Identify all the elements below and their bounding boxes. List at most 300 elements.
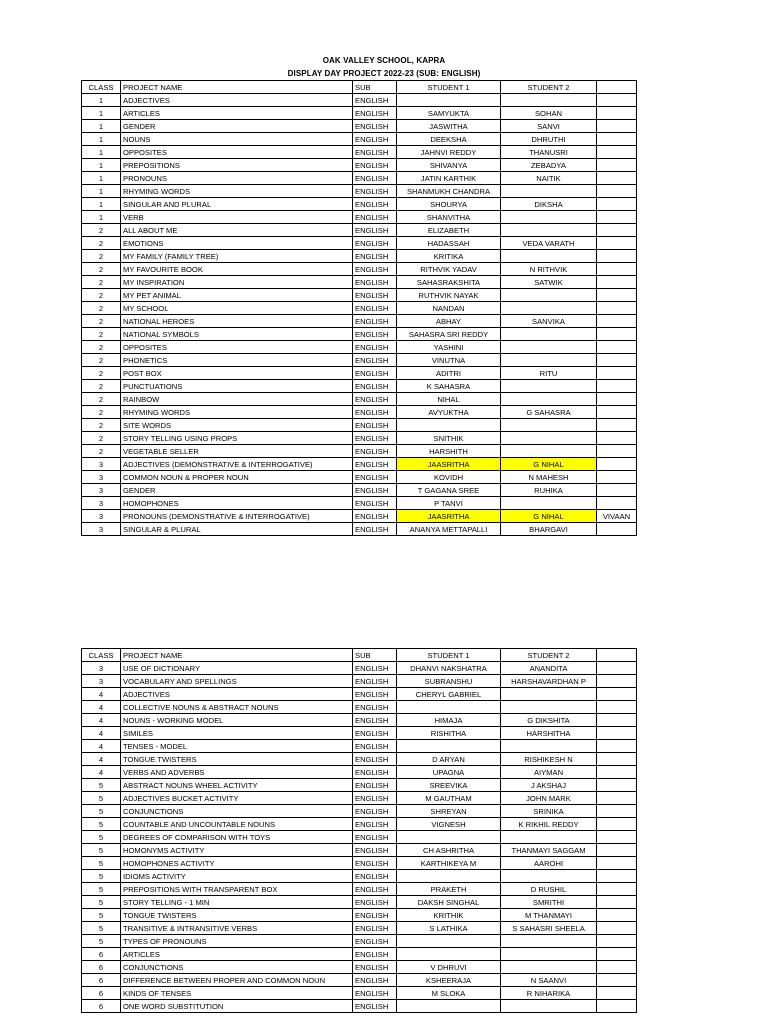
project-name-cell: NOUNS - WORKING MODEL [121,714,353,727]
subject-cell: ENGLISH [353,662,397,675]
project-name-cell: ADJECTIVES [121,94,353,107]
project-name-cell: OPPOSITES [121,341,353,354]
class-cell: 5 [82,922,121,935]
project-name-cell: ALL ABOUT ME [121,224,353,237]
class-cell: 1 [82,211,121,224]
student-1-cell: JASWITHA [397,120,501,133]
student-2-cell: SANVIKA [501,315,597,328]
student-1-cell: T GAGANA SREE [397,484,501,497]
class-cell: 2 [82,406,121,419]
student-2-cell: K RIKHIL REDDY [501,818,597,831]
class-cell: 6 [82,1000,121,1013]
subject-cell: ENGLISH [353,523,397,536]
student-1-cell: HIMAJA [397,714,501,727]
project-name-cell: PUNCTUATIONS [121,380,353,393]
extra-student-cell [597,714,637,727]
student-1-cell: SHREYAN [397,805,501,818]
table-row [82,935,637,948]
student-1-cell: PRAKETH [397,883,501,896]
student-2-cell [501,701,597,714]
student-2-cell: M THANMAYI [501,909,597,922]
project-name-cell: GENDER [121,120,353,133]
subject-cell: ENGLISH [353,961,397,974]
student-1-cell [397,935,501,948]
student-1-cell: DHANVI NAKSHATRA [397,662,501,675]
project-name-cell: VEGETABLE SELLER [121,445,353,458]
student-2-cell [501,961,597,974]
table-row [82,805,637,818]
project-name-cell: NOUNS [121,133,353,146]
subject-cell: ENGLISH [353,883,397,896]
class-cell: 4 [82,714,121,727]
project-name-cell: PREPOSITIONS [121,159,353,172]
class-cell: 4 [82,766,121,779]
student-1-cell: V DHRUVI [397,961,501,974]
subject-cell: ENGLISH [353,146,397,159]
class-cell: 5 [82,818,121,831]
subject-cell: ENGLISH [353,263,397,276]
subject-cell: ENGLISH [353,896,397,909]
project-name-cell: MY FAMILY (FAMILY TREE) [121,250,353,263]
project-name-cell: ADJECTIVES (DEMONSTRATIVE & INTERROGATIVE) [121,458,353,471]
project-name-cell: MY PET ANIMAL [121,289,353,302]
student-1-cell: DEEKSHA [397,133,501,146]
extra-student-cell [597,276,637,289]
subject-cell: ENGLISH [353,675,397,688]
table-row [82,974,637,987]
extra-student-cell [597,354,637,367]
student-1-cell: JAASRITHA [397,458,501,471]
class-cell: 2 [82,419,121,432]
table-row [82,740,637,753]
project-table-2 [81,648,637,1013]
class-cell: 5 [82,844,121,857]
extra-student-cell [597,289,637,302]
student-1-cell: JAASRITHA [397,510,501,523]
table-row [82,753,637,766]
project-name-cell: RHYMING WORDS [121,185,353,198]
subject-cell: ENGLISH [353,805,397,818]
project-name-cell: COUNTABLE AND UNCOUNTABLE NOUNS [121,818,353,831]
extra-student-cell [597,987,637,1000]
class-cell: 5 [82,870,121,883]
project-name-cell: RAINBOW [121,393,353,406]
extra-student-cell [597,380,637,393]
project-name-cell: IDIOMS ACTIVITY [121,870,353,883]
student-1-cell [397,1000,501,1013]
student-1-cell: D ARYAN [397,753,501,766]
subject-cell: ENGLISH [353,688,397,701]
subject-cell: ENGLISH [353,393,397,406]
header-row [82,649,637,662]
project-name-cell: MY INSPIRATION [121,276,353,289]
table-row [82,471,637,484]
class-cell: 2 [82,289,121,302]
class-cell: 2 [82,445,121,458]
extra-student-cell [597,458,637,471]
table-row [82,185,637,198]
subject-cell: ENGLISH [353,701,397,714]
extra-student-cell [597,146,637,159]
column-header: CLASS [82,649,121,662]
student-1-cell [397,94,501,107]
student-2-cell: N RITHVIK [501,263,597,276]
table-row [82,987,637,1000]
extra-student-cell [597,896,637,909]
extra-student-cell [597,870,637,883]
table-row [82,354,637,367]
subject-cell: ENGLISH [353,172,397,185]
student-2-cell [501,302,597,315]
extra-student-cell [597,172,637,185]
column-header: CLASS [82,81,121,94]
class-cell: 2 [82,224,121,237]
subject-cell: ENGLISH [353,419,397,432]
table-row [82,393,637,406]
student-1-cell: NIHAL [397,393,501,406]
class-cell: 2 [82,237,121,250]
class-cell: 1 [82,120,121,133]
class-cell: 4 [82,727,121,740]
extra-student-cell [597,883,637,896]
student-1-cell: SREEVIKA [397,779,501,792]
column-header: SUB [353,649,397,662]
project-name-cell: EMOTIONS [121,237,353,250]
class-cell: 2 [82,276,121,289]
student-2-cell: ZEBADYA [501,159,597,172]
extra-student-cell [597,445,637,458]
table-row [82,662,637,675]
project-name-cell: PREPOSITIONS WITH TRANSPARENT BOX [121,883,353,896]
table-row [82,211,637,224]
project-name-cell: GENDER [121,484,353,497]
table-row [82,250,637,263]
table-row [82,328,637,341]
extra-student-cell [597,662,637,675]
table-row [82,406,637,419]
project-name-cell: MY SCHOOL [121,302,353,315]
student-2-cell: NAITIK [501,172,597,185]
student-2-cell [501,94,597,107]
class-cell: 4 [82,701,121,714]
subject-cell: ENGLISH [353,302,397,315]
student-1-cell: SUBRANSHU [397,675,501,688]
subject-cell: ENGLISH [353,753,397,766]
subject-cell: ENGLISH [353,198,397,211]
extra-student-cell [597,831,637,844]
table-row [82,883,637,896]
project-name-cell: SINGULAR AND PLURAL [121,198,353,211]
student-2-cell [501,224,597,237]
project-title: DISPLAY DAY PROJECT 2022-23 (SUB: ENGLISH) [287,69,481,78]
extra-student-cell [597,740,637,753]
student-1-cell: DAKSH SINGHAL [397,896,501,909]
student-1-cell: KARTHIKEYA M [397,857,501,870]
student-2-cell [501,831,597,844]
student-2-cell: S SAHASRI SHEELA [501,922,597,935]
subject-cell: ENGLISH [353,367,397,380]
student-2-cell: N SAANVI [501,974,597,987]
class-cell: 4 [82,740,121,753]
extra-student-cell [597,224,637,237]
project-name-cell: CONJUNCTIONS [121,961,353,974]
subject-cell: ENGLISH [353,159,397,172]
subject-cell: ENGLISH [353,792,397,805]
student-2-cell [501,419,597,432]
class-cell: 5 [82,896,121,909]
student-2-cell: HARSHITHA [501,727,597,740]
class-cell: 3 [82,510,121,523]
student-1-cell: S LATHIKA [397,922,501,935]
extra-student-cell [597,302,637,315]
column-header [597,81,637,94]
student-2-cell [501,185,597,198]
project-name-cell: MY FAVOURITE BOOK [121,263,353,276]
student-1-cell: HARSHITH [397,445,501,458]
student-2-cell [501,688,597,701]
extra-student-cell [597,792,637,805]
student-2-cell: ANANDITA [501,662,597,675]
class-cell: 6 [82,961,121,974]
table-row [82,367,637,380]
extra-student-cell [597,419,637,432]
student-2-cell [501,341,597,354]
table-row [82,701,637,714]
extra-student-cell [597,974,637,987]
table-row [82,432,637,445]
class-cell: 6 [82,974,121,987]
class-cell: 6 [82,948,121,961]
student-2-cell [501,328,597,341]
subject-cell: ENGLISH [353,185,397,198]
column-header: PROJECT NAME [121,649,353,662]
school-title: OAK VALLEY SCHOOL, KAPRA [322,56,446,65]
column-header: PROJECT NAME [121,81,353,94]
student-2-cell: JOHN MARK [501,792,597,805]
student-1-cell: SHANMUKH CHANDRA [397,185,501,198]
student-1-cell: M SLOKA [397,987,501,1000]
project-name-cell: TONGUE TWISTERS [121,753,353,766]
subject-cell: ENGLISH [353,948,397,961]
extra-student-cell [597,779,637,792]
extra-student-cell [597,701,637,714]
student-1-cell: CH ASHRITHA [397,844,501,857]
student-2-cell: SATWIK [501,276,597,289]
student-2-cell: SOHAN [501,107,597,120]
student-2-cell: DIKSHA [501,198,597,211]
student-1-cell [397,831,501,844]
student-2-cell: THANUSRI [501,146,597,159]
project-name-cell: TENSES - MODEL [121,740,353,753]
table-row [82,315,637,328]
extra-student-cell [597,675,637,688]
subject-cell: ENGLISH [353,458,397,471]
class-cell: 2 [82,341,121,354]
project-name-cell: VERBS AND ADVERBS [121,766,353,779]
class-cell: 1 [82,94,121,107]
project-name-cell: USE OF DICTIONARY [121,662,353,675]
subject-cell: ENGLISH [353,354,397,367]
extra-student-cell [597,523,637,536]
subject-cell: ENGLISH [353,870,397,883]
extra-student-cell [597,805,637,818]
project-name-cell: DEGREES OF COMPARISON WITH TOYS [121,831,353,844]
table-row [82,120,637,133]
project-name-cell: COMMON NOUN & PROPER NOUN [121,471,353,484]
table-row [82,779,637,792]
extra-student-cell [597,497,637,510]
subject-cell: ENGLISH [353,237,397,250]
table-row [82,497,637,510]
project-name-cell: TYPES OF PRONOUNS [121,935,353,948]
student-2-cell: G SAHASRA [501,406,597,419]
project-name-cell: SINGULAR & PLURAL [121,523,353,536]
table-row [82,289,637,302]
subject-cell: ENGLISH [353,818,397,831]
class-cell: 1 [82,198,121,211]
student-1-cell: VINUTNA [397,354,501,367]
project-name-cell: ARTICLES [121,107,353,120]
student-1-cell: YASHINI [397,341,501,354]
class-cell: 1 [82,159,121,172]
column-header: STUDENT 1 [397,81,501,94]
class-cell: 3 [82,675,121,688]
student-2-cell: BHARGAVI [501,523,597,536]
project-name-cell: SITE WORDS [121,419,353,432]
student-2-cell: VEDA VARATH [501,237,597,250]
student-1-cell: KSHEERAJA [397,974,501,987]
subject-cell: ENGLISH [353,224,397,237]
student-2-cell: RUHIKA [501,484,597,497]
student-2-cell: G NIHAL [501,458,597,471]
project-name-cell: NATIONAL SYMBOLS [121,328,353,341]
table-row [82,523,637,536]
class-cell: 5 [82,831,121,844]
student-2-cell: RISHIKESH N [501,753,597,766]
project-name-cell: HOMOPHONES ACTIVITY [121,857,353,870]
class-cell: 5 [82,805,121,818]
table-row [82,276,637,289]
extra-student-cell [597,471,637,484]
class-cell: 3 [82,458,121,471]
subject-cell: ENGLISH [353,94,397,107]
project-name-cell: PHONETICS [121,354,353,367]
subject-cell: ENGLISH [353,740,397,753]
student-1-cell: K SAHASRA [397,380,501,393]
class-cell: 2 [82,315,121,328]
extra-student-cell [597,341,637,354]
class-cell: 1 [82,107,121,120]
student-1-cell: CHERYL GABRIEL [397,688,501,701]
extra-student-cell [597,237,637,250]
student-2-cell [501,393,597,406]
project-name-cell: CONJUNCTIONS [121,805,353,818]
subject-cell: ENGLISH [353,727,397,740]
column-header: STUDENT 2 [501,649,597,662]
table-row [82,146,637,159]
student-1-cell: SHANVITHA [397,211,501,224]
extra-student-cell [597,250,637,263]
table-row [82,510,637,523]
student-2-cell: RITU [501,367,597,380]
extra-student-cell [597,909,637,922]
table-row [82,688,637,701]
student-1-cell: RUTHVIK NAYAK [397,289,501,302]
student-2-cell [501,740,597,753]
student-1-cell: KRITIKA [397,250,501,263]
student-1-cell: VIGNESH [397,818,501,831]
subject-cell: ENGLISH [353,471,397,484]
extra-student-cell [597,922,637,935]
table-row [82,792,637,805]
project-name-cell: OPPOSITES [121,146,353,159]
class-cell: 5 [82,779,121,792]
student-2-cell: THANMAYI SAGGAM [501,844,597,857]
table-row [82,870,637,883]
project-name-cell: VERB [121,211,353,224]
project-name-cell: SIMILES [121,727,353,740]
student-2-cell [501,380,597,393]
extra-student-cell [597,688,637,701]
table-row [82,419,637,432]
student-2-cell [501,354,597,367]
extra-student-cell [597,406,637,419]
subject-cell: ENGLISH [353,714,397,727]
class-cell: 2 [82,302,121,315]
subject-cell: ENGLISH [353,922,397,935]
class-cell: 1 [82,172,121,185]
table-row [82,263,637,276]
subject-cell: ENGLISH [353,987,397,1000]
table-row [82,896,637,909]
student-1-cell [397,740,501,753]
class-cell: 3 [82,484,121,497]
student-1-cell: ANANYA METTAPALLI [397,523,501,536]
project-table-1 [81,80,637,536]
subject-cell: ENGLISH [353,779,397,792]
project-name-cell: NATIONAL HEROES [121,315,353,328]
project-name-cell: KINDS OF TENSES [121,987,353,1000]
table-row [82,766,637,779]
table-row [82,857,637,870]
project-name-cell: DIFFERENCE BETWEEN PROPER AND COMMON NOUN [121,974,353,987]
student-2-cell: AIYMAN [501,766,597,779]
subject-cell: ENGLISH [353,510,397,523]
class-cell: 2 [82,354,121,367]
project-name-cell: ABSTRACT NOUNS WHEEL ACTIVITY [121,779,353,792]
project-name-cell: STORY TELLING - 1 MIN [121,896,353,909]
subject-cell: ENGLISH [353,844,397,857]
student-1-cell [397,419,501,432]
extra-student-cell [597,727,637,740]
subject-cell: ENGLISH [353,289,397,302]
subject-cell: ENGLISH [353,315,397,328]
table-row [82,1000,637,1013]
project-name-cell: HOMOPHONES [121,497,353,510]
student-2-cell: G NIHAL [501,510,597,523]
extra-student-cell [597,94,637,107]
project-name-cell: ADJECTIVES [121,688,353,701]
class-cell: 3 [82,523,121,536]
table-row [82,909,637,922]
class-cell: 2 [82,367,121,380]
student-1-cell: M GAUTHAM [397,792,501,805]
class-cell: 1 [82,133,121,146]
student-2-cell [501,432,597,445]
subject-cell: ENGLISH [353,935,397,948]
class-cell: 2 [82,250,121,263]
project-name-cell: POST BOX [121,367,353,380]
